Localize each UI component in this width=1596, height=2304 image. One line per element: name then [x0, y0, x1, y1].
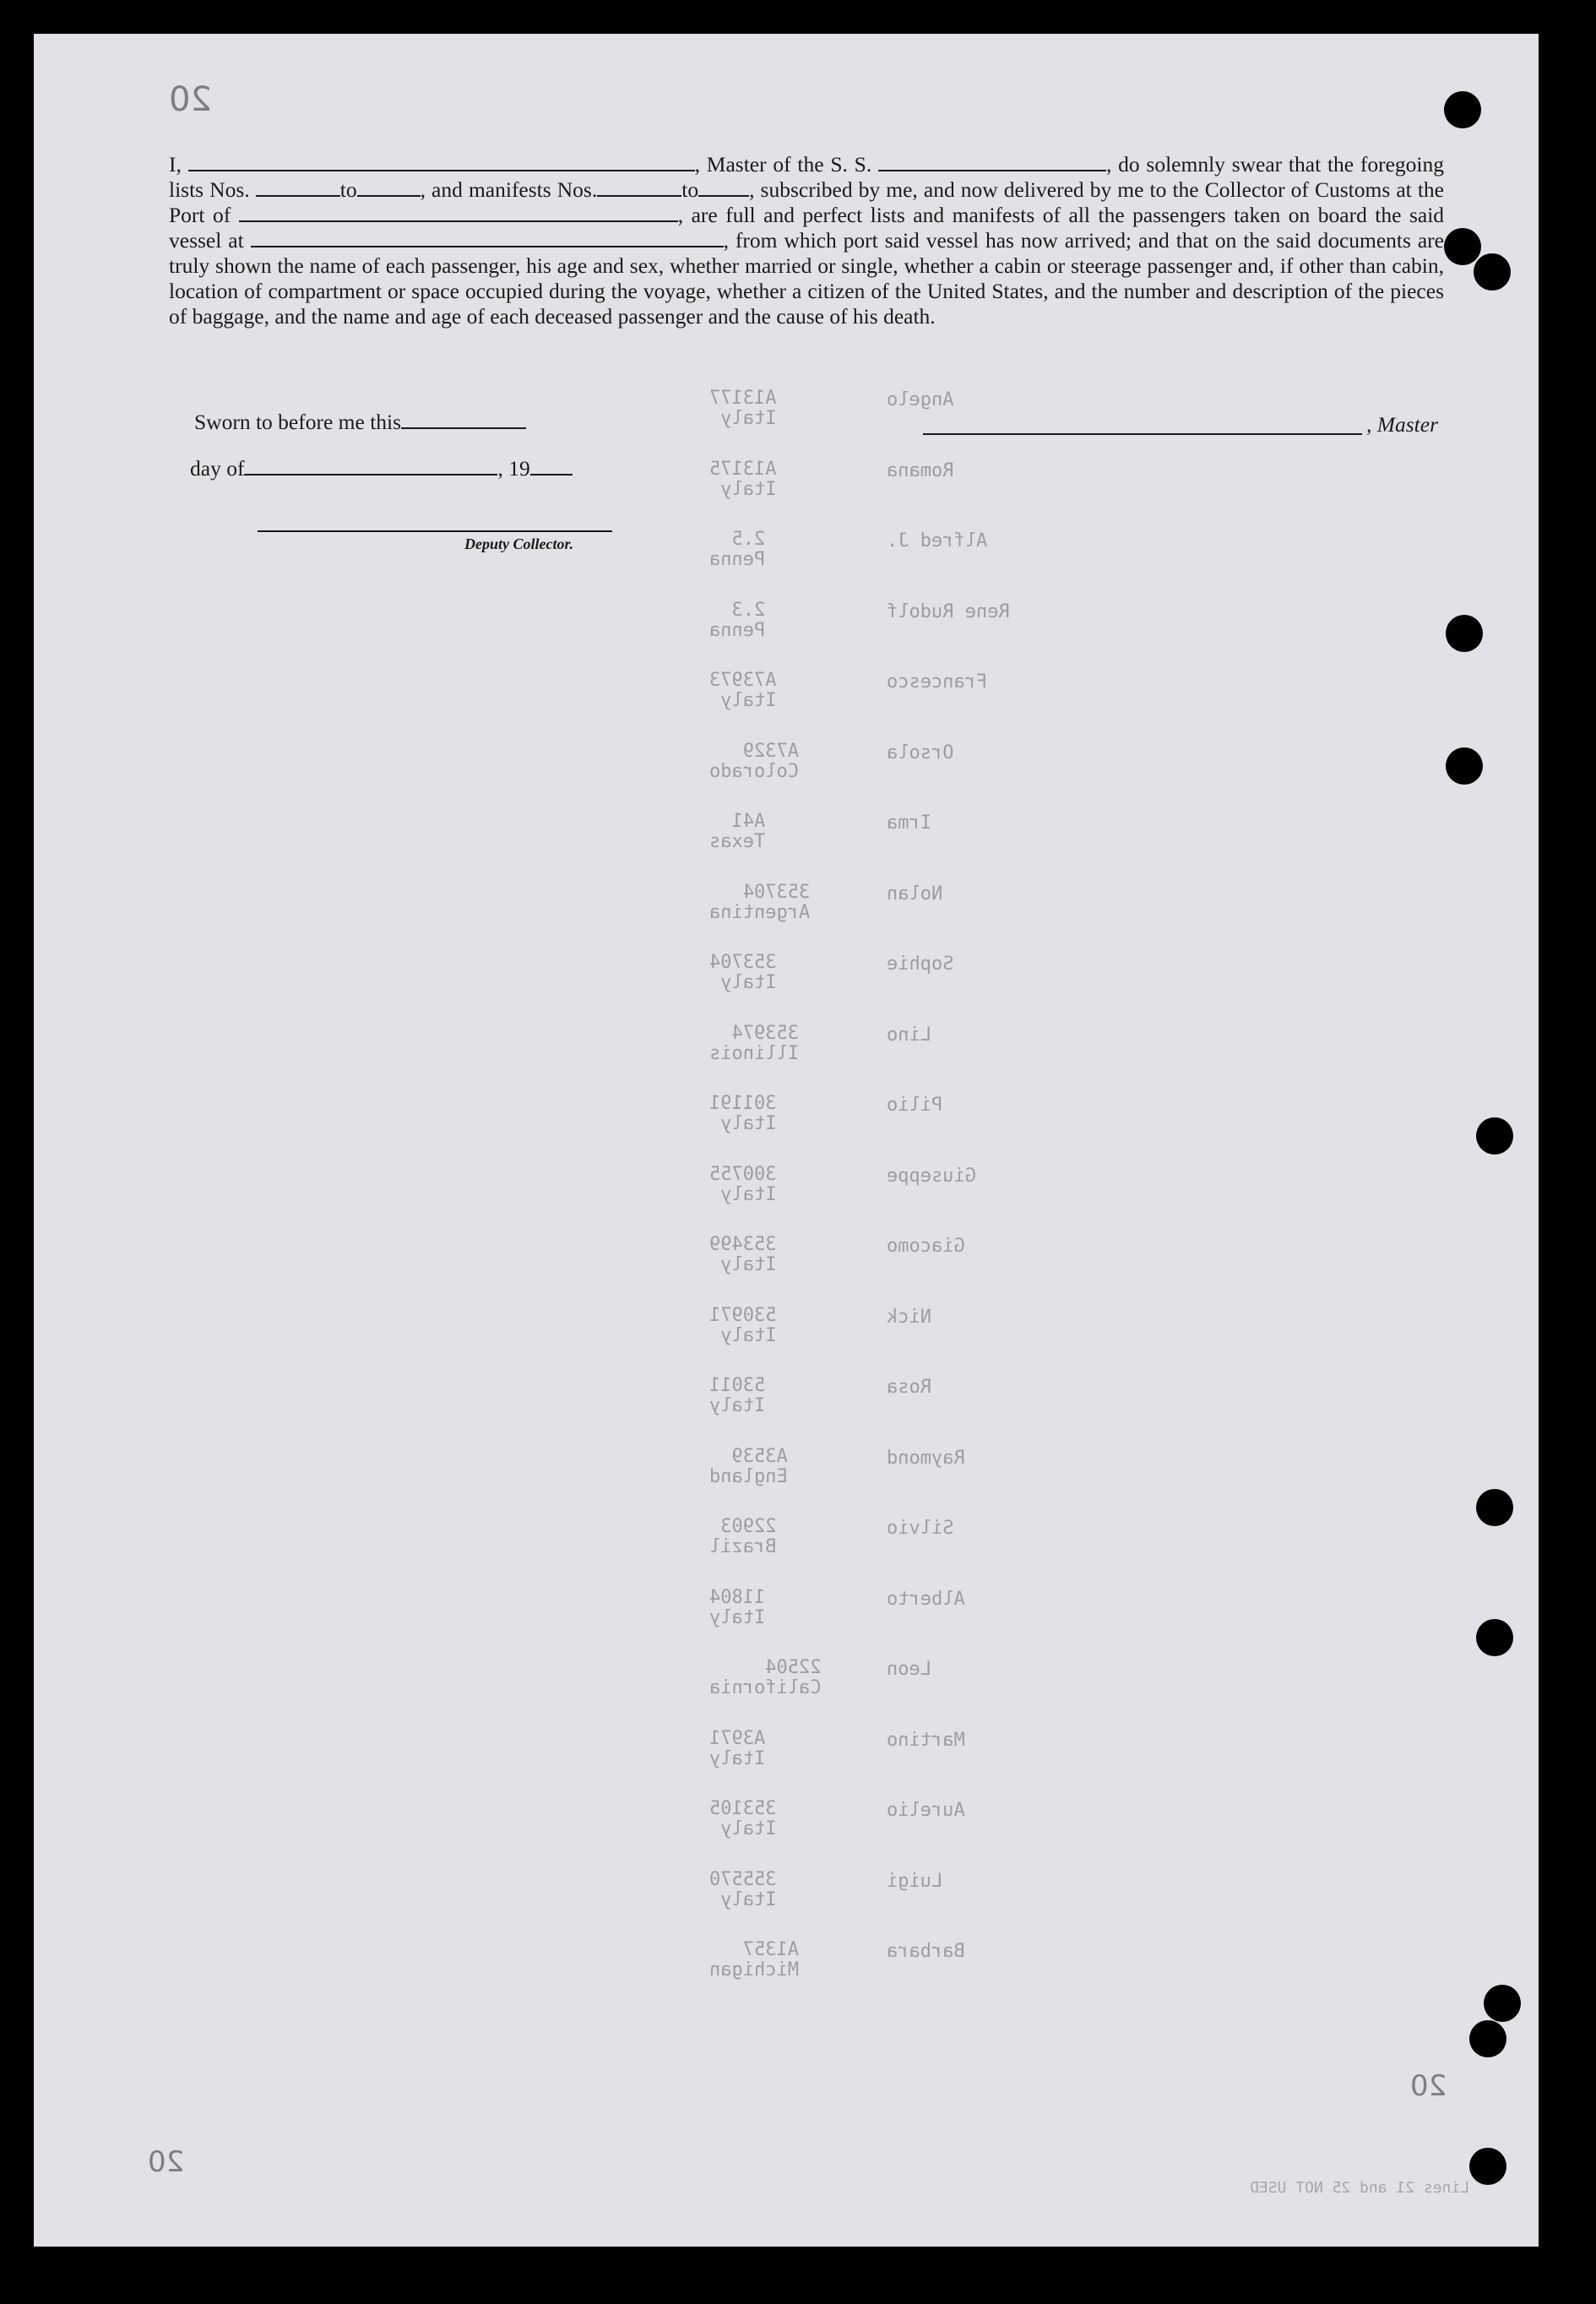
- ship-name-blank: [878, 153, 1106, 171]
- bleed-footer-note: Lines 21 and 25 NOT USED: [1250, 2179, 1470, 2197]
- bleed-name: Aurelio: [887, 1800, 965, 1821]
- master-name-blank: [188, 153, 695, 171]
- year-text: , 19: [497, 456, 530, 481]
- port-blank: [239, 204, 678, 222]
- bleed-name: Barbara: [887, 1941, 965, 1962]
- punch-hole: [1476, 1619, 1513, 1656]
- punch-hole: [1446, 615, 1483, 652]
- bleed-number: A13177 Italy: [709, 388, 777, 429]
- bleed-number: 355570 Italy: [709, 1868, 777, 1910]
- oath-text-body: , from which port said vessel has now arrived; and that on the said documents are truly shown the name of each passenger, his age and sex, whether married or single, whether a cabin or steerage passenger and, if other than cabin, location of compartment or space occupied during the voyage, whether a citizen of the United States, and the number and description of the pieces of baggage, and the name and age of each deceased passenger and the cause of his death.: [169, 228, 1444, 329]
- bleed-name: Luigi: [887, 1870, 943, 1892]
- bleed-name: Angelo: [887, 389, 954, 410]
- punch-hole: [1446, 747, 1483, 785]
- page-number-corner: 20: [148, 2145, 185, 2179]
- sworn-text: Sworn to before me this: [194, 410, 402, 434]
- bleed-number: 353704 Italy: [709, 952, 777, 993]
- bleed-number: A13175 Italy: [709, 458, 777, 500]
- bleed-name: Nick: [887, 1306, 931, 1328]
- oath-text-to-1: to: [339, 177, 357, 202]
- bleed-number: A1357 Michigan: [709, 1939, 799, 1981]
- manifest-page: [34, 34, 1539, 2247]
- bleed-name: Sophie: [887, 954, 954, 975]
- bleed-name: Alfred J.: [887, 530, 988, 552]
- master-signature-line: [923, 433, 1362, 435]
- punch-hole: [1469, 2148, 1506, 2185]
- bleed-name: Giacomo: [887, 1236, 965, 1257]
- master-label: , Master: [1366, 412, 1438, 437]
- month-blank: [244, 457, 497, 475]
- list-from-blank: [256, 178, 340, 197]
- bleed-name: Leon: [887, 1659, 931, 1680]
- bleed-number: A7329 Colorado: [709, 740, 799, 782]
- oath-text-full-lists: , are full and perfect lists and manifests of all the passengers taken on board the said vessel at: [169, 203, 1445, 253]
- bleed-name: Irma: [887, 812, 931, 834]
- oath-text-to-2: to: [681, 177, 699, 202]
- manifest-to-blank: [698, 178, 749, 197]
- bleed-number: 2.5 Penna: [709, 529, 766, 570]
- bleed-number: 22504 California: [709, 1657, 822, 1698]
- bleed-name: Rosa: [887, 1377, 931, 1398]
- bleed-number: 353499 Italy: [709, 1234, 777, 1275]
- bleed-name: Francesco: [887, 671, 988, 693]
- bleed-name: Silvio: [887, 1518, 954, 1539]
- bleed-number: 301191 Italy: [709, 1093, 777, 1134]
- day-of-text: day of: [190, 456, 245, 481]
- bleed-number: 22903 Brazil: [709, 1516, 777, 1557]
- bleed-number: 53011 Italy: [709, 1375, 766, 1416]
- bleed-name: Lino: [887, 1024, 931, 1046]
- departure-port-blank: [251, 229, 724, 247]
- bleed-number: A41 Texas: [709, 811, 766, 852]
- bleed-name: Pilio: [887, 1095, 943, 1116]
- bleed-name: Rene Rudolf: [887, 600, 1010, 622]
- punch-hole: [1444, 91, 1481, 128]
- deputy-collector-label: Deputy Collector.: [464, 535, 573, 552]
- punch-hole: [1474, 253, 1511, 291]
- oath-text-collector: , subscribed by me, and now delivered by me to the Collector of Customs at the Port of: [169, 177, 1444, 227]
- bleed-number: A3539 England: [709, 1445, 788, 1487]
- bleed-number: 353974 Illinois: [709, 1022, 799, 1064]
- punch-hole: [1444, 228, 1481, 265]
- bleed-number: 530971 Italy: [709, 1304, 777, 1346]
- oath-text-i: I,: [169, 152, 182, 177]
- bleed-name: Nolan: [887, 883, 943, 905]
- oath-paragraph: [169, 152, 1444, 329]
- punch-hole: [1469, 2020, 1506, 2057]
- deputy-signature-line: [258, 530, 612, 532]
- bleed-name: Martino: [887, 1729, 965, 1751]
- bleed-name: Giuseppe: [887, 1165, 976, 1187]
- bleed-number: A3971 Italy: [709, 1727, 766, 1769]
- page-number-top: 20: [169, 80, 212, 119]
- oath-text-swear: , do solemnly swear that the foregoing lists Nos.: [169, 152, 1445, 202]
- bleed-name: Orsola: [887, 742, 954, 763]
- oath-text-manifests: , and manifests Nos.: [420, 177, 598, 202]
- bleed-number: 11804 Italy: [709, 1586, 766, 1628]
- year-blank: [530, 457, 573, 475]
- punch-hole: [1476, 1117, 1513, 1155]
- bleed-number: 353704 Argentina: [709, 881, 811, 923]
- bleed-number: 353105 Italy: [709, 1798, 777, 1839]
- sworn-day-blank: [401, 410, 526, 429]
- page-number-bottom: 20: [1410, 2069, 1447, 2103]
- bleed-number: 2.3 Penna: [709, 599, 766, 641]
- punch-hole: [1484, 1985, 1521, 2022]
- bleed-name: Raymond: [887, 1447, 965, 1469]
- bleed-number: A73973 Italy: [709, 670, 777, 711]
- punch-hole: [1476, 1489, 1513, 1526]
- oath-text-master-of: , Master of the S. S.: [694, 152, 872, 177]
- manifest-from-blank: [597, 178, 681, 197]
- bleed-name: Alberto: [887, 1588, 965, 1610]
- bleed-name: Romana: [887, 459, 954, 481]
- bleed-number: 300755 Italy: [709, 1163, 777, 1205]
- list-to-blank: [357, 178, 421, 197]
